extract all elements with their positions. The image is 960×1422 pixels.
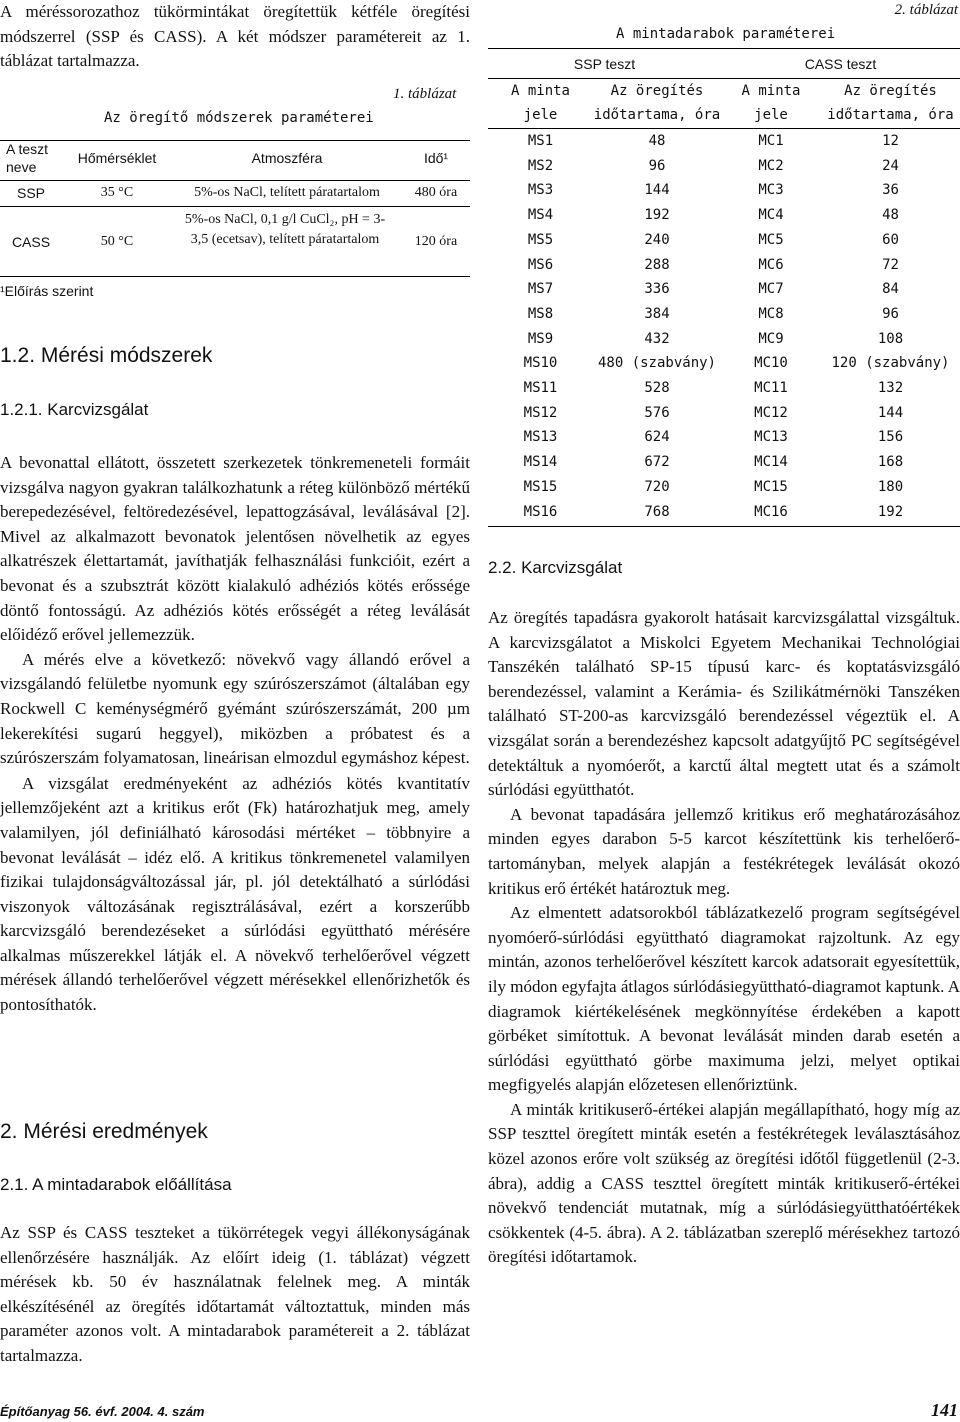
table-row bbox=[488, 351, 960, 376]
table2-cell-cass-sample-id: MC6 bbox=[758, 256, 784, 273]
text-block-1 bbox=[0, 451, 470, 1018]
table2-cell-cass-duration: 108 bbox=[877, 330, 904, 347]
table2-cell-cass-duration: 84 bbox=[882, 281, 899, 298]
table2-group-ssp: SSP teszt bbox=[573, 56, 636, 72]
table2-rule-bottom bbox=[488, 526, 960, 527]
table2-cell-cass-duration: 96 bbox=[882, 305, 899, 322]
table2-cell-ssp-duration: 576 bbox=[644, 404, 670, 421]
table2-header-cass-idotartam: időtartama, óra bbox=[827, 107, 954, 123]
page-number: 141 bbox=[931, 1400, 958, 1420]
table2-cell-cass-duration: 132 bbox=[877, 380, 904, 396]
table2-cell-cass-duration: 180 bbox=[877, 478, 904, 495]
table2-caption-title: A mintadarabok paraméterei bbox=[616, 26, 836, 42]
table2-header-ssp-idotartam: időtartama, óra bbox=[593, 107, 721, 123]
table2-cell-ssp-duration: 432 bbox=[644, 330, 670, 347]
table2-cell-cass-sample-id: MC2 bbox=[758, 157, 784, 174]
table-row bbox=[488, 376, 960, 401]
table2-cell-ssp-duration: 192 bbox=[644, 207, 670, 224]
table2-cell-cass-sample-id: MC12 bbox=[754, 404, 788, 421]
table2-cell-cass-sample-id: MC4 bbox=[758, 207, 784, 224]
paragraph: A bevonat tapadására jellemző kritikus erő meghatározásához minden egyes darabon 5-5 karcot készítettünk kis terhelőerő-tartományban, melyek alapján a festékrétegek leválását okozó kritikus erő értékét határoztuk meg. bbox=[488, 804, 960, 898]
table2-cell-ssp-sample-id: MS11 bbox=[523, 380, 558, 396]
text-block-right bbox=[488, 606, 960, 1270]
table2-cell-cass-duration: 60 bbox=[882, 231, 899, 248]
paragraph: A vizsgálat eredményeként az adhéziós kötés kvantitatív jellemzőjeként azt a kritikus erőt (Fk) határozhatjuk meg, amely valamilyen, jól definiálható károsodási mértéket – többnyire a bevonat leválását – idéz elő. A kritikus tönkremenetel valamilyen fizikai tulajdonságváltozással jár, pl. jól detektálható a súrlódási viszonyok változásának regisztrálásával, ezért a korszerűbb karcvizsgáló berendezéseket a súrlódási együttható mérésére alkalmas műszerekkel látják el. A növekvő terhelőerővel végzett mérések állandó terhelőerővel végzett mérésekkel ellenőrizhetők és pontosíthatók. bbox=[0, 773, 470, 1015]
table1-row1-atmosphere: 5%-os NaCl, telített páratartalom bbox=[194, 185, 380, 200]
paragraph: A minták kritikuserő-értékei alapján megállapítható, hogy míg az SSP teszttel öregített minták esetén a festékrétegek leválasztásához közel azonos erőre volt szükség az öregítési időtől függetlenül (2-3. ábra), addig a CASS teszttel öregített minták kritikuserő-értékei növekvő tendenciát mutatnak, míg a súrlódásiegyütthatóértékek csökkentek (4-5. ábra). A 2. táblázatban szereplő mérésekhez tartozó öregítési időtartamok. bbox=[488, 1099, 960, 1267]
table1-rule-header bbox=[0, 180, 470, 181]
table2-cell-cass-duration: 144 bbox=[877, 404, 904, 421]
table2-cell-ssp-sample-id: MS9 bbox=[527, 330, 554, 347]
table2-cell-ssp-sample-id: MS4 bbox=[527, 207, 554, 224]
heading-1-2: 1.2. Mérési módszerek bbox=[0, 344, 213, 367]
table2-group-cass: CASS teszt bbox=[804, 56, 877, 72]
table-row bbox=[488, 475, 960, 500]
table2-header-cass-jele: jele bbox=[754, 107, 788, 123]
table2-caption-number: 2. táblázat bbox=[894, 2, 958, 18]
table1-row1-temp: 35 °C bbox=[100, 185, 134, 200]
table-row bbox=[488, 401, 960, 426]
journal-footer: Építőanyag 56. évf. 2004. 4. szám bbox=[0, 1404, 205, 1419]
table1-caption-title: Az öregítő módszerek paraméterei bbox=[104, 110, 374, 126]
paragraph: Az SSP és CASS teszteket a tükörrétegek vegyi állékonyságának ellenőrzésére használják. Az előírt ideig (1. táblázat) végzett mérések kb. 50 év használatnak felelnek meg. A minták elkészítésénél az öregítés időtartamát változtattuk, minden más paraméter azonos volt. A mintadarabok paramétereit a 2. táblázat tartalmazza. bbox=[0, 1223, 470, 1365]
table2-cell-ssp-duration: 336 bbox=[644, 281, 670, 298]
table1-header-atmosphere: Atmoszféra bbox=[251, 150, 323, 166]
table1-rule-bottom bbox=[0, 276, 470, 277]
table-row bbox=[488, 253, 960, 278]
paragraph: Az elmentett adatsorokból táblázatkezelő program segítségével nyomóerő-súrlódási együttható diagramokat rajzoltunk. Az egy mintán, azonos terhelőerővel készített karcok adatsorait egyesítettük, ily módon egyfajta átlagos súrlódásiegyüttható-diagramot kaptunk. A diagramok kiértékelésének megkönnyítése érdekében a kapott görbéket simítottuk. A bevonat leválását minden darab esetén a súrlódási együttható görbe maximuma jelzi, melyet optikai megfigyelés alapján előzetesen ellenőriztünk. bbox=[488, 903, 960, 1095]
table2-cell-cass-sample-id: MC3 bbox=[758, 182, 784, 199]
table1-footnote: ¹Előírás szerint bbox=[0, 283, 94, 299]
table2-cell-cass-sample-id: MC9 bbox=[758, 330, 784, 347]
table-row bbox=[488, 302, 960, 327]
table2-cell-ssp-duration: 96 bbox=[648, 157, 666, 174]
table1-row2-test: CASS bbox=[11, 234, 51, 250]
table2-cell-ssp-duration: 288 bbox=[644, 256, 670, 273]
table2-cell-ssp-duration: 48 bbox=[648, 133, 666, 149]
table2-cell-ssp-duration: 528 bbox=[644, 380, 670, 396]
table2-cell-ssp-duration: 480 (szabvány) bbox=[597, 355, 716, 372]
table2-cell-cass-sample-id: MC16 bbox=[754, 503, 788, 520]
table1-rule-row1 bbox=[0, 206, 470, 207]
table1-header-time: Idő¹ bbox=[423, 150, 449, 166]
heading-2: 2. Mérési eredmények bbox=[0, 1120, 208, 1143]
table2-cell-cass-sample-id: MC8 bbox=[758, 305, 784, 322]
table2-cell-ssp-duration: 768 bbox=[644, 503, 670, 520]
table2-cell-ssp-duration: 672 bbox=[644, 454, 670, 471]
table2-cell-cass-duration: 36 bbox=[882, 182, 899, 199]
table2-header-ssp-jele: jele bbox=[523, 107, 558, 123]
table-row bbox=[488, 129, 960, 154]
table2-cell-cass-duration: 24 bbox=[882, 157, 899, 174]
paragraph: A mérés elve a következő: növekvő vagy állandó erővel a vizsgálandó felületbe nyomunk egy szúrószerszámot (általában egy Rockwell C keménységmérő gyémánt szúrószerszámát, 200 µm lekerekítési sugarú heggyel), miközben a próbatest és a szúrószerszám folyamatosan, lineárisan elmozdul egymáshoz képest. bbox=[0, 649, 470, 768]
table1-row2-temp: 50 °C bbox=[100, 234, 134, 249]
intro-paragraph: A méréssorozathoz tükörmintákat öregítettük kétféle öregítési módszerrel (SSP és CASS). A két módszer paramétereit az 1. táblázat tartalmazza. bbox=[0, 2, 470, 71]
table2-header-ssp-ido: Az öregítés bbox=[610, 83, 704, 99]
table2-cell-ssp-sample-id: MS16 bbox=[523, 503, 558, 520]
table2-cell-cass-sample-id: MC14 bbox=[754, 454, 788, 471]
table1-rule-top bbox=[0, 140, 470, 141]
table-row bbox=[488, 327, 960, 352]
table1-row2-atmosphere: 5%-os NaCl, 0,1 g/l CuCl₂, pH = 3-3,5 (ecetsav), telített páratartalom bbox=[184, 212, 386, 247]
table2-header-cass-minta: A minta bbox=[741, 83, 801, 99]
table2-cell-ssp-sample-id: MS13 bbox=[523, 429, 558, 446]
table2-cell-cass-duration: 192 bbox=[877, 503, 904, 520]
table2-rule-top bbox=[488, 48, 960, 49]
table2-cell-cass-duration: 156 bbox=[877, 429, 904, 446]
table-row bbox=[488, 277, 960, 302]
table2-cell-ssp-duration: 240 bbox=[644, 231, 670, 248]
table2-cell-cass-duration: 72 bbox=[882, 256, 899, 273]
table2-cell-cass-duration: 168 bbox=[877, 454, 904, 471]
table2-cell-cass-sample-id: MC10 bbox=[754, 355, 788, 372]
table2-cell-cass-sample-id: MC7 bbox=[758, 281, 784, 298]
table2-cell-cass-duration: 120 (szabvány) bbox=[831, 355, 950, 372]
table2-cell-ssp-sample-id: MS12 bbox=[523, 404, 558, 421]
table1-row1-time: 480 óra bbox=[414, 185, 458, 200]
text-block-2 bbox=[0, 1221, 470, 1369]
table2-cell-ssp-duration: 144 bbox=[644, 182, 670, 199]
table2-cell-cass-sample-id: MC11 bbox=[754, 380, 788, 396]
table2-cell-ssp-sample-id: MS7 bbox=[527, 281, 554, 298]
paragraph: A bevonattal ellátott, összetett szerkezetek tönkremeneteli formáit vizsgálva nagyon gyakran találkozhatunk a réteg különböző mértékű berepedezésével, feltöredezésével, lepattogzásával, leválásával [2]. Mivel az alkalmazott bevonatok jelentősen növelhetik az egyes alkatrészek élettartamát, javíthatják felhasználási funkcióit, ezért a bevonat és a szubsztrát között kialakuló adhéziós kötés erőssége döntő fontosságú. Az adhéziós kötés erősségét a réteg leválását előidéző erővel jellemezzük. bbox=[0, 453, 470, 645]
table1-row1-test: SSP bbox=[16, 185, 45, 201]
table-row bbox=[488, 203, 960, 228]
table2-cell-ssp-sample-id: MS14 bbox=[523, 454, 558, 471]
table-row bbox=[488, 228, 960, 253]
table2-cell-ssp-sample-id: MS5 bbox=[527, 231, 554, 248]
table2-cell-ssp-duration: 384 bbox=[644, 305, 670, 322]
table2-header-ssp-minta: A minta bbox=[510, 83, 570, 99]
table2-cell-ssp-sample-id: MS1 bbox=[527, 133, 554, 149]
table2-cell-ssp-sample-id: MS6 bbox=[527, 256, 554, 273]
table1-header-temp: Hőmérséklet bbox=[77, 150, 157, 166]
table-row bbox=[488, 154, 960, 179]
table-row bbox=[488, 178, 960, 203]
table2-cell-cass-sample-id: MC15 bbox=[754, 478, 788, 495]
table2-cell-cass-sample-id: MC5 bbox=[758, 231, 784, 248]
table-row bbox=[488, 450, 960, 475]
heading-2-2: 2.2. Karcvizsgálat bbox=[488, 558, 623, 577]
paragraph: Az öregítés tapadásra gyakorolt hatásait karcvizsgálattal vizsgáltuk. A karcvizsgálatot a Miskolci Egyetem Mechanikai Technológiai Tanszékén található SP-15 típusú karc- és koptatásvizsgáló berendezéssel, valamint a Kerámia- és Szilikátmérnöki Tanszéken található ST-200-as karcvizsgáló berendezéssel végeztük el. A vizsgálat során a berendezéshez kapcsolt adatgyűjtő PC segítségével detektáltuk a nyomóerőt, a karctű által megtett utat és a számolt súrlódási együtthatót. bbox=[488, 608, 960, 800]
table2-header-cass-ido: Az öregítés bbox=[844, 83, 937, 99]
table2-cell-cass-duration: 48 bbox=[882, 207, 899, 224]
table-row bbox=[488, 500, 960, 525]
heading-1-2-1: 1.2.1. Karcvizsgálat bbox=[0, 400, 149, 419]
table2-cell-cass-sample-id: MC1 bbox=[758, 133, 784, 149]
table2-cell-ssp-sample-id: MS3 bbox=[527, 182, 554, 199]
table1-row2-time: 120 óra bbox=[414, 234, 458, 249]
table2-cell-ssp-duration: 720 bbox=[644, 478, 670, 495]
table1-header-test: A teszt neve bbox=[6, 141, 49, 175]
heading-2-1: 2.1. A mintadarabok előállítása bbox=[0, 1175, 232, 1194]
table2-cell-ssp-sample-id: MS2 bbox=[527, 157, 554, 174]
table2-cell-ssp-sample-id: MS8 bbox=[527, 305, 554, 322]
table-row bbox=[488, 425, 960, 450]
table2-cell-ssp-sample-id: MS10 bbox=[523, 355, 558, 372]
table2-cell-cass-duration: 12 bbox=[882, 133, 899, 149]
table2-cell-cass-sample-id: MC13 bbox=[754, 429, 788, 446]
table2-cell-ssp-sample-id: MS15 bbox=[523, 478, 558, 495]
table1-caption-number: 1. táblázat bbox=[393, 86, 457, 102]
table2-cell-ssp-duration: 624 bbox=[644, 429, 670, 446]
